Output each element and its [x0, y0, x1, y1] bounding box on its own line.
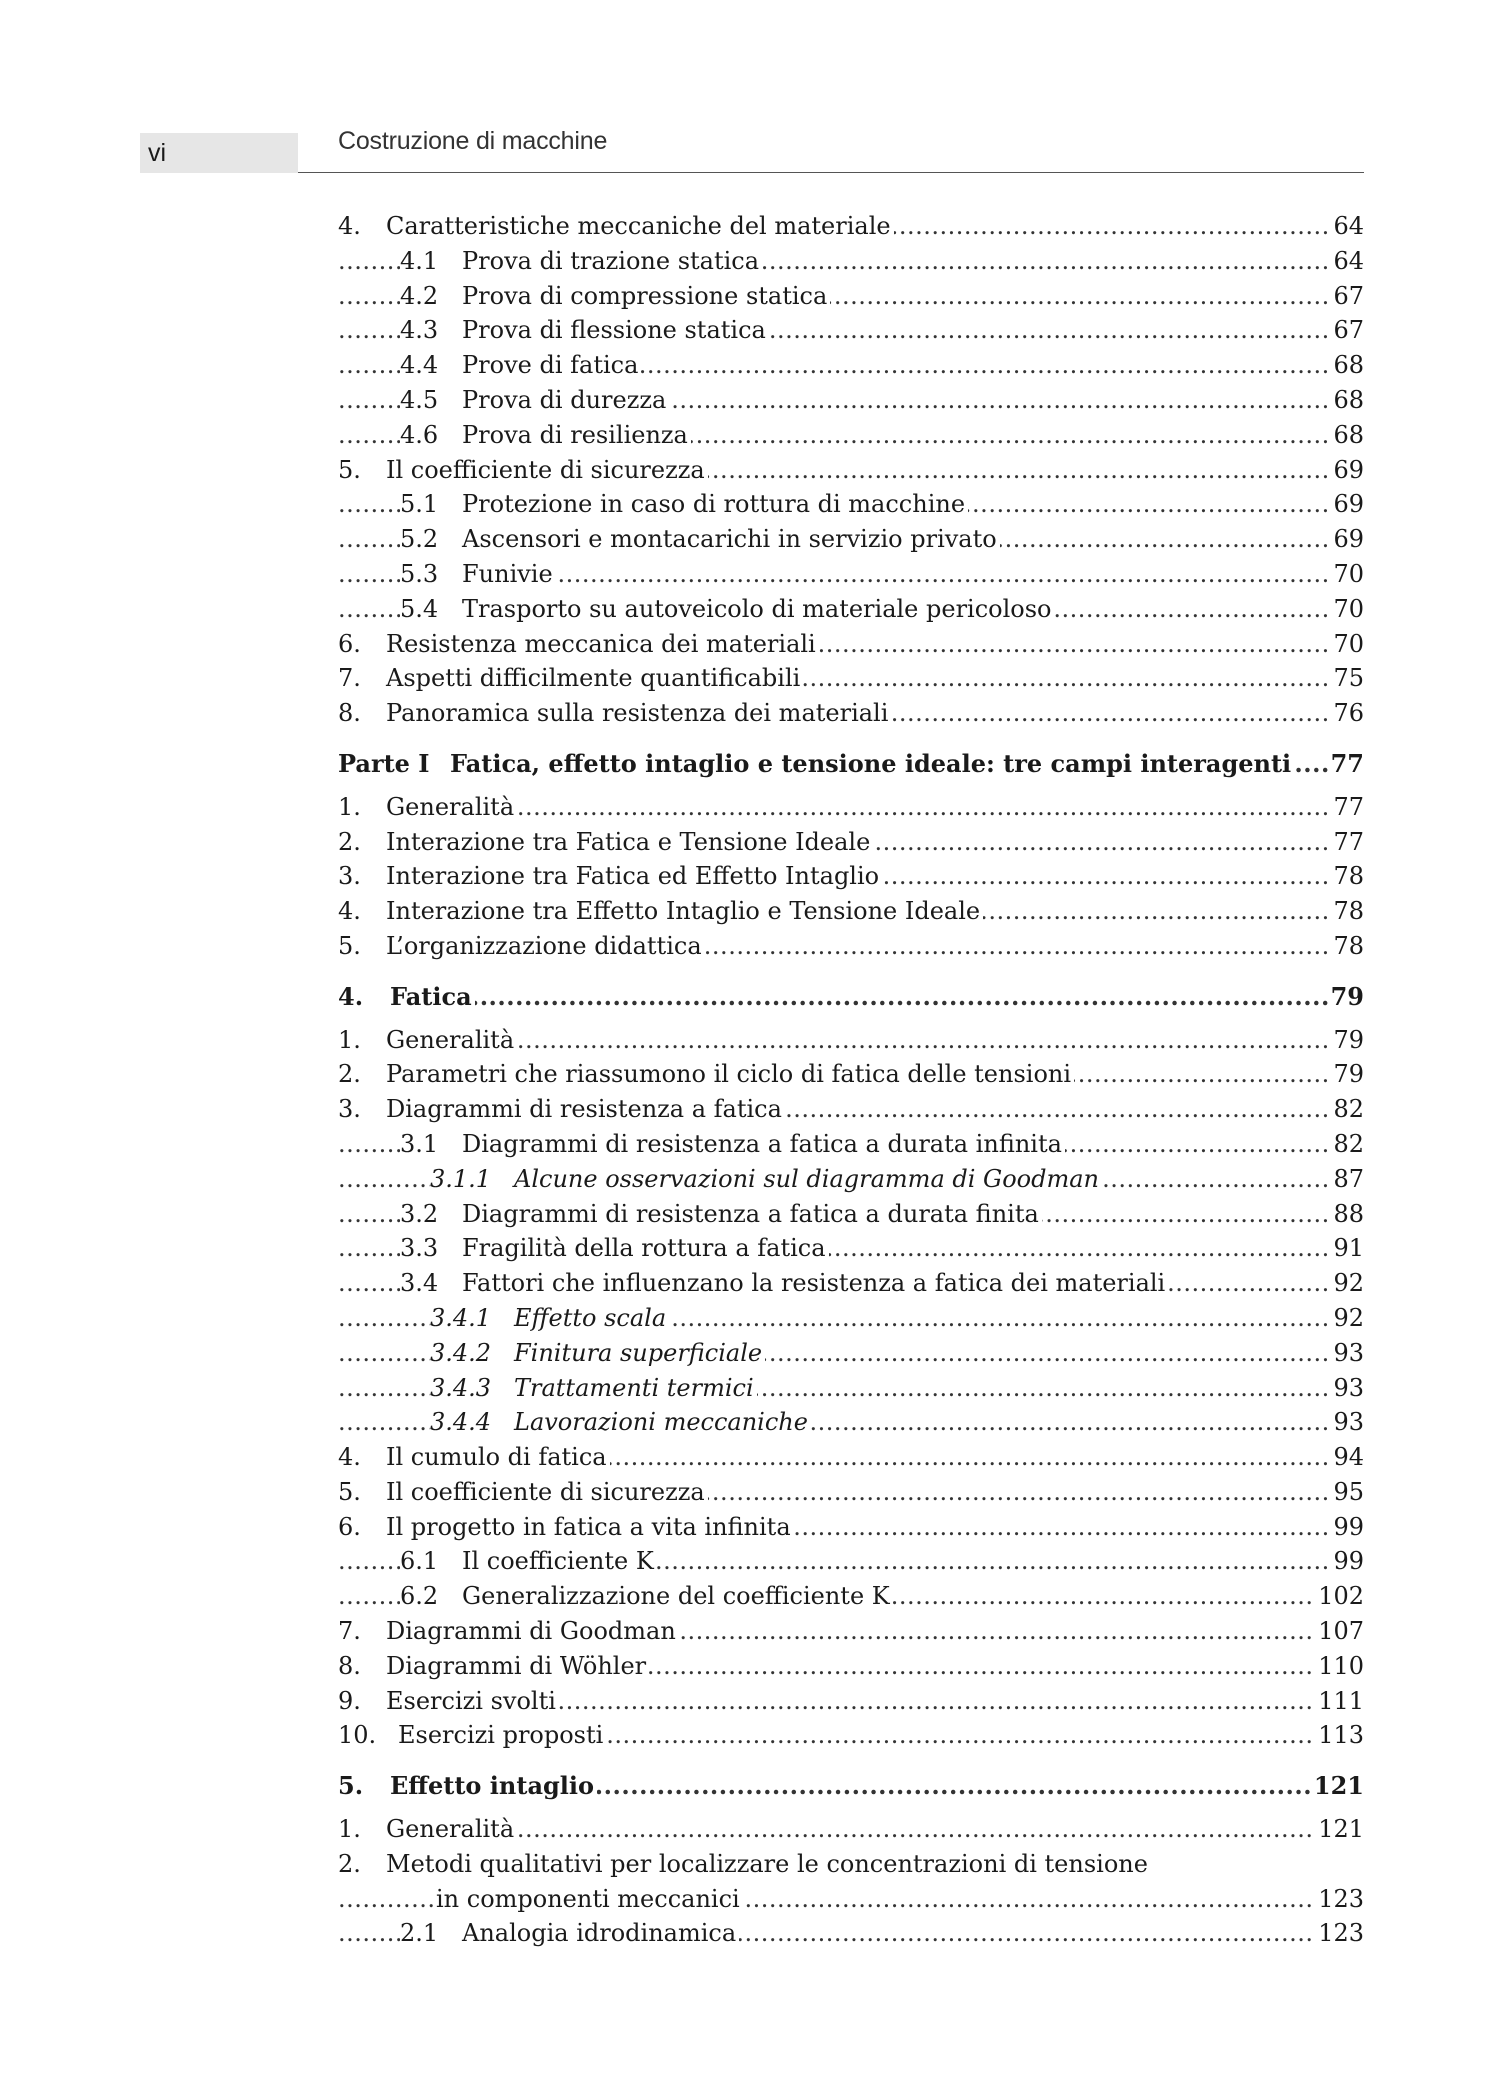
toc-entry-title: Alcune osservazioni sul diagramma di Goodman — [514, 1165, 1102, 1193]
toc-entry-title: Esercizi proposti — [398, 1721, 606, 1749]
toc-entry-text — [338, 1769, 597, 1804]
toc-entry-number: 2.1 — [400, 1916, 462, 1951]
toc-entry[interactable] — [338, 929, 1364, 964]
toc-entry[interactable] — [338, 1405, 1364, 1440]
toc-entry-title: Fragilità della rottura a fatica — [462, 1234, 829, 1262]
toc-entry-title: Ascensori e montacarichi in servizio privato — [462, 525, 1000, 553]
toc-entry[interactable] — [338, 1847, 1364, 1882]
toc-entry[interactable] — [338, 1812, 1364, 1847]
toc-entry-text — [400, 1127, 1065, 1162]
toc-entry-page: 102 — [1315, 1579, 1364, 1614]
toc-entry-text — [430, 1162, 1102, 1197]
toc-entry-title: Generalità — [386, 793, 517, 821]
toc-entry[interactable] — [338, 557, 1364, 592]
toc-entry[interactable] — [338, 1882, 1364, 1917]
toc-entry-text — [338, 696, 891, 731]
toc-entry-page: 113 — [1315, 1718, 1364, 1753]
toc-entry-page: 76 — [1330, 696, 1364, 731]
toc-entry-text — [400, 313, 769, 348]
toc-entry-title: Il cumulo di fatica — [386, 1443, 610, 1471]
toc-entry-page: 82 — [1330, 1127, 1364, 1162]
toc-entry-text — [400, 279, 830, 314]
toc-entry-title: Diagrammi di Wöhler — [386, 1652, 649, 1680]
toc-entry-page: 123 — [1315, 1916, 1364, 1951]
toc-entry[interactable] — [338, 1301, 1364, 1336]
toc-entry-number: 5. — [338, 453, 386, 488]
toc-entry-page: 70 — [1330, 627, 1364, 662]
toc-entry[interactable] — [338, 1231, 1364, 1266]
toc-entry-title: Prova di flessione statica — [462, 316, 769, 344]
toc-entry-title: Lavorazioni meccaniche — [514, 1408, 811, 1436]
toc-entry-page: 79 — [1330, 1057, 1364, 1092]
toc-entry-title: Caratteristiche meccaniche del materiale — [386, 212, 894, 240]
toc-entry-page: 93 — [1330, 1336, 1364, 1371]
toc-entry-title: Diagrammi di resistenza a fatica a durata finita — [462, 1200, 1042, 1228]
toc-entry[interactable] — [338, 1475, 1364, 1510]
toc-entry-number: 4. — [338, 209, 386, 244]
toc-entry-title: Esercizi svolti — [386, 1687, 559, 1715]
toc-entry-number: 3. — [338, 859, 386, 894]
toc-entry-text — [400, 1266, 1168, 1301]
toc-entry-page: 93 — [1330, 1405, 1364, 1440]
toc-entry[interactable] — [338, 522, 1364, 557]
toc-entry[interactable] — [338, 1023, 1364, 1058]
toc-entry-number: 1. — [338, 1812, 386, 1847]
toc-entry-page: 68 — [1330, 348, 1364, 383]
toc-entry-text — [338, 661, 803, 696]
toc-entry-title: Generalità — [386, 1026, 517, 1054]
toc-entry[interactable] — [338, 1371, 1364, 1406]
toc-entry-title: Prova di resilienza — [462, 421, 691, 449]
toc-entry-number: 5.4 — [400, 592, 462, 627]
toc-entry-page: 75 — [1330, 661, 1364, 696]
toc-entry[interactable] — [338, 790, 1364, 825]
toc-entry-text — [400, 522, 1000, 557]
toc-entry-text — [338, 1510, 794, 1545]
toc-entry-title: Il coefficiente di sicurezza — [386, 1478, 708, 1506]
toc-entry-title: L’organizzazione didattica — [386, 932, 705, 960]
toc-entry-title: Prova di compressione statica — [462, 282, 830, 310]
toc-entry-title: Finitura superficiale — [514, 1339, 765, 1367]
toc-entry-text — [400, 557, 556, 592]
toc-entry-title: Fattori che influenzano la resistenza a fatica dei materiali — [462, 1269, 1168, 1297]
toc-entry-text — [338, 1718, 606, 1753]
toc-entry-title: Interazione tra Effetto Intaglio e Tensione Ideale — [386, 897, 983, 925]
toc-entry-page: 77 — [1330, 825, 1364, 860]
toc-entry-number: 7. — [338, 1614, 386, 1649]
toc-entry-title: in componenti meccanici — [436, 1885, 743, 1913]
toc-entry-title: Protezione in caso di rottura di macchine — [462, 490, 968, 518]
toc-entry-page: 91 — [1330, 1231, 1364, 1266]
toc-entry[interactable] — [338, 1718, 1364, 1753]
toc-entry-title: Effetto scala — [514, 1304, 669, 1332]
table-of-contents — [338, 209, 1364, 1951]
toc-entry-text — [338, 1847, 1151, 1882]
toc-entry-page: 68 — [1330, 383, 1364, 418]
toc-entry-text — [430, 1336, 765, 1371]
toc-entry-title: Funivie — [462, 560, 556, 588]
toc-entry[interactable] — [338, 825, 1364, 860]
toc-entry-text — [400, 1231, 829, 1266]
toc-entry[interactable] — [338, 1614, 1364, 1649]
toc-entry-title: Resistenza meccanica dei materiali — [386, 630, 819, 658]
toc-entry-title: Il coefficiente di sicurezza — [386, 456, 708, 484]
toc-entry-page: 82 — [1330, 1092, 1364, 1127]
toc-entry[interactable] — [338, 747, 1364, 782]
toc-entry-title: Parametri che riassumono il ciclo di fatica delle tensioni — [386, 1060, 1074, 1088]
toc-entry-page: 121 — [1315, 1812, 1364, 1847]
toc-entry-title: Il coefficiente K — [462, 1547, 657, 1575]
toc-entry-number: 3.2 — [400, 1197, 462, 1232]
toc-entry-text — [400, 244, 762, 279]
toc-entry-title: Prove di fatica — [462, 351, 641, 379]
toc-entry-text — [338, 1092, 785, 1127]
toc-entry-page: 121 — [1311, 1769, 1364, 1804]
toc-entry-page: 67 — [1330, 313, 1364, 348]
toc-entry-number: 3.4.2 — [430, 1336, 514, 1371]
toc-entry-page: 64 — [1330, 209, 1364, 244]
toc-entry-text — [388, 1882, 743, 1917]
toc-entry-page: 79 — [1328, 980, 1364, 1015]
toc-entry[interactable] — [338, 1649, 1364, 1684]
toc-entry[interactable] — [338, 487, 1364, 522]
toc-entry-number: 6. — [338, 627, 386, 662]
toc-entry-number: 2. — [338, 1847, 386, 1882]
toc-entry-text — [338, 894, 983, 929]
toc-entry[interactable] — [338, 627, 1364, 662]
toc-entry-page: 64 — [1330, 244, 1364, 279]
toc-entry-text — [430, 1371, 757, 1406]
toc-entry-title: Panoramica sulla resistenza dei materiali — [386, 699, 891, 727]
toc-entry-text — [338, 1440, 610, 1475]
toc-entry[interactable] — [338, 418, 1364, 453]
toc-entry-number: 6. — [338, 1510, 386, 1545]
toc-entry[interactable] — [338, 980, 1364, 1015]
toc-entry-page: 78 — [1330, 894, 1364, 929]
toc-entry-number: 5.3 — [400, 557, 462, 592]
toc-entry-page: 69 — [1330, 487, 1364, 522]
toc-entry-page: 78 — [1330, 859, 1364, 894]
toc-entry-page: 79 — [1330, 1023, 1364, 1058]
toc-entry-number: 3.4.3 — [430, 1371, 514, 1406]
toc-entry-number: 2. — [338, 1057, 386, 1092]
toc-entry-title: Prova di durezza — [462, 386, 669, 414]
toc-entry-title: Interazione tra Fatica e Tensione Ideale — [386, 828, 873, 856]
toc-entry-text — [338, 790, 517, 825]
toc-entry-title: Generalizzazione del coefficiente K — [462, 1582, 893, 1610]
toc-entry-number: 8. — [338, 696, 386, 731]
toc-entry-number: 3.4 — [400, 1266, 462, 1301]
toc-entry[interactable] — [338, 1057, 1364, 1092]
toc-entry-page: 95 — [1330, 1475, 1364, 1510]
toc-entry-number: 5. — [338, 929, 386, 964]
toc-entry-text — [338, 1614, 679, 1649]
toc-entry-page: 69 — [1330, 522, 1364, 557]
toc-entry-text — [430, 1301, 669, 1336]
toc-entry-text — [338, 1684, 559, 1719]
toc-entry-number: 5.2 — [400, 522, 462, 557]
toc-entry-number: 4.1 — [400, 244, 462, 279]
toc-entry-title: Diagrammi di Goodman — [386, 1617, 679, 1645]
toc-entry-text — [400, 418, 691, 453]
toc-entry-number: 6.1 — [400, 1544, 462, 1579]
toc-entry[interactable] — [338, 894, 1364, 929]
toc-entry-title: Metodi qualitativi per localizzare le concentrazioni di tensione — [386, 1850, 1151, 1878]
toc-entry-text — [338, 747, 1294, 782]
toc-entry-number: 9. — [338, 1684, 386, 1719]
toc-entry[interactable] — [338, 383, 1364, 418]
toc-entry[interactable] — [338, 592, 1364, 627]
toc-entry[interactable] — [338, 1127, 1364, 1162]
toc-entry-page: 99 — [1330, 1544, 1364, 1579]
dot-leader — [338, 980, 1364, 1015]
toc-entry-number: 3. — [338, 1092, 386, 1127]
toc-entry-page: 78 — [1330, 929, 1364, 964]
toc-entry[interactable] — [338, 1544, 1364, 1579]
toc-entry-number: 6.2 — [400, 1579, 462, 1614]
toc-entry-title: Il progetto in fatica a vita infinita — [386, 1513, 794, 1541]
toc-entry-number: 4. — [338, 894, 386, 929]
toc-entry-number: 3.1.1 — [430, 1162, 514, 1197]
toc-entry-title: Fatica, effetto intaglio e tensione ideale: tre campi interagenti — [450, 749, 1294, 778]
toc-entry-number: 4.3 — [400, 313, 462, 348]
toc-entry-page: 70 — [1330, 592, 1364, 627]
toc-entry-text — [338, 1812, 517, 1847]
toc-entry[interactable] — [338, 1579, 1364, 1614]
toc-entry-text — [338, 1057, 1074, 1092]
toc-entry-page: 92 — [1330, 1301, 1364, 1336]
toc-entry-text — [338, 825, 873, 860]
toc-entry-page: 93 — [1330, 1371, 1364, 1406]
toc-entry-title: Diagrammi di resistenza a fatica — [386, 1095, 785, 1123]
toc-entry-title: Trasporto su autoveicolo di materiale pericoloso — [462, 595, 1055, 623]
toc-entry-number: 4.4 — [400, 348, 462, 383]
toc-entry-title: Aspetti difficilmente quantificabili — [386, 664, 803, 692]
toc-entry-page: 110 — [1315, 1649, 1364, 1684]
toc-entry-number: 1. — [338, 1023, 386, 1058]
toc-entry[interactable] — [338, 1769, 1364, 1804]
toc-entry-title: Generalità — [386, 1815, 517, 1843]
toc-entry[interactable] — [338, 1510, 1364, 1545]
toc-entry-text — [400, 383, 669, 418]
toc-entry-number: 5. — [338, 1475, 386, 1510]
toc-entry-page: 69 — [1330, 453, 1364, 488]
running-header-title: Costruzione di macchine — [338, 127, 608, 155]
toc-entry-text — [338, 859, 882, 894]
toc-entry-number: 3.3 — [400, 1231, 462, 1266]
header-divider — [298, 172, 1364, 173]
toc-entry[interactable] — [338, 696, 1364, 731]
toc-entry[interactable] — [338, 348, 1364, 383]
toc-entry-title: Fatica — [390, 982, 475, 1011]
toc-entry-text — [338, 929, 705, 964]
toc-entry-text — [430, 1405, 811, 1440]
toc-entry[interactable] — [338, 1197, 1364, 1232]
toc-entry-page: 111 — [1315, 1684, 1364, 1719]
toc-entry-number: 5. — [338, 1769, 390, 1804]
toc-entry-number: 7. — [338, 661, 386, 696]
toc-entry[interactable] — [338, 1440, 1364, 1475]
toc-entry-page: 99 — [1330, 1510, 1364, 1545]
toc-entry-page: 77 — [1328, 747, 1364, 782]
toc-entry[interactable] — [338, 313, 1364, 348]
toc-entry[interactable] — [338, 1336, 1364, 1371]
toc-entry-number: 10. — [338, 1718, 398, 1753]
toc-entry-text — [338, 1649, 649, 1684]
toc-entry-text — [400, 592, 1055, 627]
toc-entry-page: 123 — [1315, 1882, 1364, 1917]
toc-entry-page: 94 — [1330, 1440, 1364, 1475]
toc-entry-number: 4. — [338, 980, 390, 1015]
toc-entry[interactable] — [338, 244, 1364, 279]
toc-entry-text — [400, 1544, 657, 1579]
toc-entry-page: 68 — [1330, 418, 1364, 453]
toc-entry[interactable] — [338, 453, 1364, 488]
toc-entry-text — [338, 453, 708, 488]
toc-entry-text — [338, 980, 475, 1015]
toc-entry-page: 70 — [1330, 557, 1364, 592]
toc-entry-text — [338, 1475, 708, 1510]
toc-entry[interactable] — [338, 209, 1364, 244]
toc-entry[interactable] — [338, 661, 1364, 696]
toc-entry-page: 87 — [1330, 1162, 1364, 1197]
toc-entry-number: 3.4.4 — [430, 1405, 514, 1440]
toc-entry-text — [400, 348, 641, 383]
toc-entry-number: 3.4.1 — [430, 1301, 514, 1336]
toc-entry[interactable] — [338, 859, 1364, 894]
toc-entry-title: Analogia idrodinamica — [462, 1919, 739, 1947]
toc-entry-number: 8. — [338, 1649, 386, 1684]
toc-entry[interactable] — [338, 279, 1364, 314]
toc-entry-page: 88 — [1330, 1197, 1364, 1232]
toc-entry-number: 3.1 — [400, 1127, 462, 1162]
toc-entry-number: 4. — [338, 1440, 386, 1475]
toc-entry-title: Diagrammi di resistenza a fatica a durata infinita — [462, 1130, 1065, 1158]
toc-entry-text — [400, 1197, 1042, 1232]
toc-entry[interactable] — [338, 1684, 1364, 1719]
toc-entry-number: 1. — [338, 790, 386, 825]
toc-entry-title: Interazione tra Fatica ed Effetto Intaglio — [386, 862, 882, 890]
toc-entry-text — [400, 1579, 893, 1614]
toc-entry[interactable] — [338, 1916, 1364, 1951]
toc-entry-page: 107 — [1315, 1614, 1364, 1649]
toc-entry-number: Parte I — [338, 747, 450, 782]
toc-entry[interactable] — [338, 1266, 1364, 1301]
toc-entry-page: 92 — [1330, 1266, 1364, 1301]
toc-entry-text — [400, 1916, 739, 1951]
toc-entry-title: Prova di trazione statica — [462, 247, 762, 275]
page-number: vi — [140, 133, 298, 173]
toc-entry-text — [338, 1023, 517, 1058]
toc-entry-title: Effetto intaglio — [390, 1771, 597, 1800]
toc-entry-page: 77 — [1330, 790, 1364, 825]
toc-entry-number: 5.1 — [400, 487, 462, 522]
toc-entry-number: 2. — [338, 825, 386, 860]
toc-entry-text — [400, 487, 968, 522]
toc-entry-number: 4.6 — [400, 418, 462, 453]
toc-entry-text — [338, 627, 819, 662]
toc-entry[interactable] — [338, 1092, 1364, 1127]
toc-entry-title: Trattamenti termici — [514, 1374, 757, 1402]
toc-entry-text — [338, 209, 894, 244]
toc-entry-number: 4.5 — [400, 383, 462, 418]
toc-entry-page: 67 — [1330, 279, 1364, 314]
toc-entry-number: 4.2 — [400, 279, 462, 314]
toc-entry[interactable] — [338, 1162, 1364, 1197]
